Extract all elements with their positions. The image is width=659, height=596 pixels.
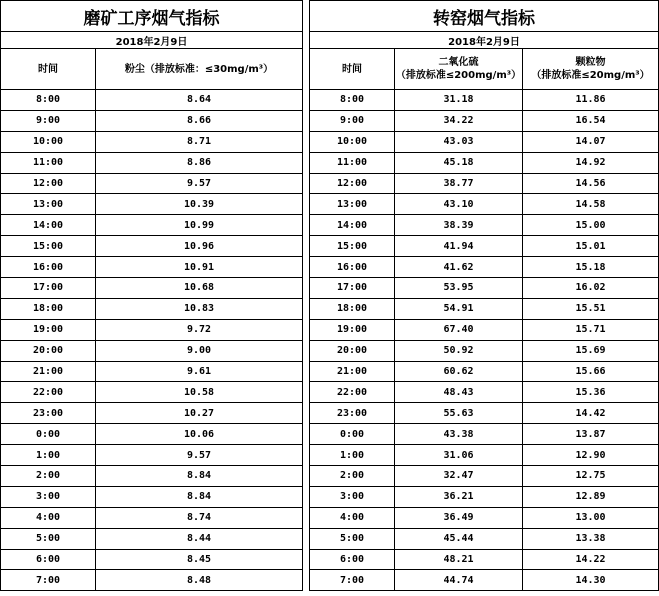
table-cell: 0:00: [1, 424, 96, 445]
table-cell: 41.94: [395, 236, 523, 257]
table-cell: 9:00: [1, 110, 96, 131]
table-row: [310, 528, 659, 549]
table-cell: 10.96: [96, 236, 303, 257]
table-cell: 15:00: [1, 236, 96, 257]
table-cell: 67.40: [395, 319, 523, 340]
table-cell: 43.10: [395, 194, 523, 215]
table-row: [310, 319, 659, 340]
table-cell: 60.62: [395, 361, 523, 382]
table-row: [1, 382, 303, 403]
table-row: [1, 110, 303, 131]
table-row: [310, 361, 659, 382]
table-cell: 11:00: [310, 152, 395, 173]
table-cell: 43.38: [395, 424, 523, 445]
table-cell: 10.68: [96, 278, 303, 299]
table-cell: 16.02: [523, 278, 659, 299]
table-row: [310, 340, 659, 361]
table-cell: 5:00: [310, 528, 395, 549]
grinding-table-title: 磨矿工序烟气指标: [1, 1, 303, 32]
table-row: [1, 340, 303, 361]
table-cell: 10:00: [1, 131, 96, 152]
table-row: [310, 549, 659, 570]
table-cell: 12:00: [1, 173, 96, 194]
table-cell: 20:00: [1, 340, 96, 361]
table-cell: 55.63: [395, 403, 523, 424]
table-cell: 10.58: [96, 382, 303, 403]
table-cell: 17:00: [310, 278, 395, 299]
table-cell: 32.47: [395, 466, 523, 487]
table-row: [310, 194, 659, 215]
table-cell: 22:00: [1, 382, 96, 403]
table-cell: 15:00: [310, 236, 395, 257]
kiln-header-pm: [523, 49, 659, 90]
table-cell: 8:00: [1, 90, 96, 111]
table-cell: 8.86: [96, 152, 303, 173]
table-cell: 15.00: [523, 215, 659, 236]
table-cell: 11:00: [1, 152, 96, 173]
table-cell: 2:00: [310, 466, 395, 487]
table-cell: 7:00: [310, 570, 395, 591]
table-cell: 36.49: [395, 507, 523, 528]
table-row: [310, 570, 659, 591]
table-cell: 48.21: [395, 549, 523, 570]
table-cell: 14.42: [523, 403, 659, 424]
kiln-header-so2: [395, 49, 523, 90]
table-cell: 8.44: [96, 528, 303, 549]
table-row: [1, 278, 303, 299]
table-cell: 20:00: [310, 340, 395, 361]
table-cell: 5:00: [1, 528, 96, 549]
table-cell: 38.77: [395, 173, 523, 194]
table-cell: 8.71: [96, 131, 303, 152]
table-cell: 1:00: [1, 445, 96, 466]
table-cell: 19:00: [310, 319, 395, 340]
table-cell: 13.87: [523, 424, 659, 445]
table-cell: 54.91: [395, 298, 523, 319]
kiln-header-time: 时间: [310, 49, 395, 90]
table-cell: 18:00: [310, 298, 395, 319]
table-cell: 1:00: [310, 445, 395, 466]
table-cell: 11.86: [523, 90, 659, 111]
table-cell: 17:00: [1, 278, 96, 299]
table-cell: 36.21: [395, 486, 523, 507]
grinding-table-date: 2018年2月9日: [1, 32, 303, 49]
table-cell: 31.18: [395, 90, 523, 111]
table-row: [310, 466, 659, 487]
table-cell: 10.83: [96, 298, 303, 319]
table-cell: 3:00: [1, 486, 96, 507]
table-cell: 7:00: [1, 570, 96, 591]
table-cell: 13:00: [310, 194, 395, 215]
table-row: [310, 90, 659, 111]
table-cell: 14.07: [523, 131, 659, 152]
table-cell: 15.51: [523, 298, 659, 319]
table-row: [1, 528, 303, 549]
table-row: [1, 257, 303, 278]
grinding-header-dust: 粉尘（排放标准：≤30mg/m³）: [96, 49, 303, 90]
table-cell: 14.58: [523, 194, 659, 215]
table-row: [310, 298, 659, 319]
table-cell: 9.57: [96, 173, 303, 194]
table-row: [1, 361, 303, 382]
table-cell: 9.61: [96, 361, 303, 382]
table-cell: 10:00: [310, 131, 395, 152]
table-cell: 15.18: [523, 257, 659, 278]
table-cell: 13.00: [523, 507, 659, 528]
table-cell: 14.22: [523, 549, 659, 570]
table-cell: 9.72: [96, 319, 303, 340]
table-cell: 8.45: [96, 549, 303, 570]
table-row: [310, 152, 659, 173]
table-row: [310, 278, 659, 299]
table-cell: 45.18: [395, 152, 523, 173]
table-cell: 14:00: [1, 215, 96, 236]
table-cell: 9.00: [96, 340, 303, 361]
table-cell: 3:00: [310, 486, 395, 507]
table-row: [1, 549, 303, 570]
table-cell: 10.91: [96, 257, 303, 278]
table-row: [310, 215, 659, 236]
table-row: [310, 445, 659, 466]
table-cell: 16.54: [523, 110, 659, 131]
kiln-header-pm-name: 颗粒物: [575, 57, 606, 68]
table-row: [1, 507, 303, 528]
table-cell: 12.90: [523, 445, 659, 466]
table-cell: 44.74: [395, 570, 523, 591]
table-cell: 8.64: [96, 90, 303, 111]
table-row: [310, 403, 659, 424]
table-row: [1, 424, 303, 445]
table-cell: 45.44: [395, 528, 523, 549]
table-row: [1, 152, 303, 173]
table-cell: 19:00: [1, 319, 96, 340]
table-cell: 6:00: [310, 549, 395, 570]
table-row: [1, 173, 303, 194]
table-row: [1, 236, 303, 257]
kiln-table-date: 2018年2月9日: [310, 32, 659, 49]
table-cell: 9:00: [310, 110, 395, 131]
kiln-header-pm-limit: （排放标准≤20mg/m³）: [531, 70, 650, 81]
table-row: [1, 319, 303, 340]
kiln-header-so2-limit: （排放标准≤200mg/m³）: [395, 70, 522, 81]
table-cell: 50.92: [395, 340, 523, 361]
table-cell: 34.22: [395, 110, 523, 131]
grinding-emissions-table: [0, 0, 303, 591]
table-row: [310, 131, 659, 152]
grinding-header-time: 时间: [1, 49, 96, 90]
table-cell: 8.66: [96, 110, 303, 131]
table-row: [1, 298, 303, 319]
table-cell: 31.06: [395, 445, 523, 466]
table-row: [1, 445, 303, 466]
table-cell: 0:00: [310, 424, 395, 445]
table-cell: 13.38: [523, 528, 659, 549]
table-cell: 14.56: [523, 173, 659, 194]
table-row: [310, 257, 659, 278]
table-cell: 4:00: [1, 507, 96, 528]
table-cell: 21:00: [310, 361, 395, 382]
table-cell: 9.57: [96, 445, 303, 466]
table-row: [310, 486, 659, 507]
table-cell: 43.03: [395, 131, 523, 152]
table-cell: 12.75: [523, 466, 659, 487]
table-cell: 2:00: [1, 466, 96, 487]
table-cell: 10.06: [96, 424, 303, 445]
table-cell: 15.66: [523, 361, 659, 382]
table-cell: 15.69: [523, 340, 659, 361]
table-row: [1, 486, 303, 507]
table-row: [310, 236, 659, 257]
table-cell: 10.99: [96, 215, 303, 236]
table-cell: 8.74: [96, 507, 303, 528]
table-cell: 8.84: [96, 486, 303, 507]
table-row: [1, 466, 303, 487]
table-cell: 38.39: [395, 215, 523, 236]
table-cell: 10.27: [96, 403, 303, 424]
table-cell: 21:00: [1, 361, 96, 382]
table-cell: 12:00: [310, 173, 395, 194]
table-row: [1, 131, 303, 152]
table-cell: 8:00: [310, 90, 395, 111]
kiln-header-so2-name: 二氧化硫: [438, 57, 479, 68]
table-cell: 14.30: [523, 570, 659, 591]
table-row: [1, 90, 303, 111]
table-cell: 12.89: [523, 486, 659, 507]
table-cell: 16:00: [310, 257, 395, 278]
table-row: [310, 424, 659, 445]
table-cell: 53.95: [395, 278, 523, 299]
table-cell: 48.43: [395, 382, 523, 403]
table-cell: 6:00: [1, 549, 96, 570]
table-cell: 4:00: [310, 507, 395, 528]
table-cell: 22:00: [310, 382, 395, 403]
table-cell: 8.48: [96, 570, 303, 591]
table-cell: 23:00: [1, 403, 96, 424]
table-cell: 13:00: [1, 194, 96, 215]
kiln-emissions-table: [309, 0, 659, 591]
table-row: [310, 507, 659, 528]
table-cell: 15.01: [523, 236, 659, 257]
table-cell: 15.71: [523, 319, 659, 340]
kiln-table-title: 转窑烟气指标: [310, 1, 659, 32]
table-cell: 18:00: [1, 298, 96, 319]
table-row: [310, 110, 659, 131]
table-row: [310, 382, 659, 403]
table-row: [310, 173, 659, 194]
table-cell: 23:00: [310, 403, 395, 424]
table-row: [1, 403, 303, 424]
table-row: [1, 215, 303, 236]
table-cell: 16:00: [1, 257, 96, 278]
table-cell: 8.84: [96, 466, 303, 487]
table-row: [1, 194, 303, 215]
table-cell: 10.39: [96, 194, 303, 215]
table-cell: 14:00: [310, 215, 395, 236]
table-row: [1, 570, 303, 591]
table-cell: 15.36: [523, 382, 659, 403]
table-cell: 14.92: [523, 152, 659, 173]
table-cell: 41.62: [395, 257, 523, 278]
